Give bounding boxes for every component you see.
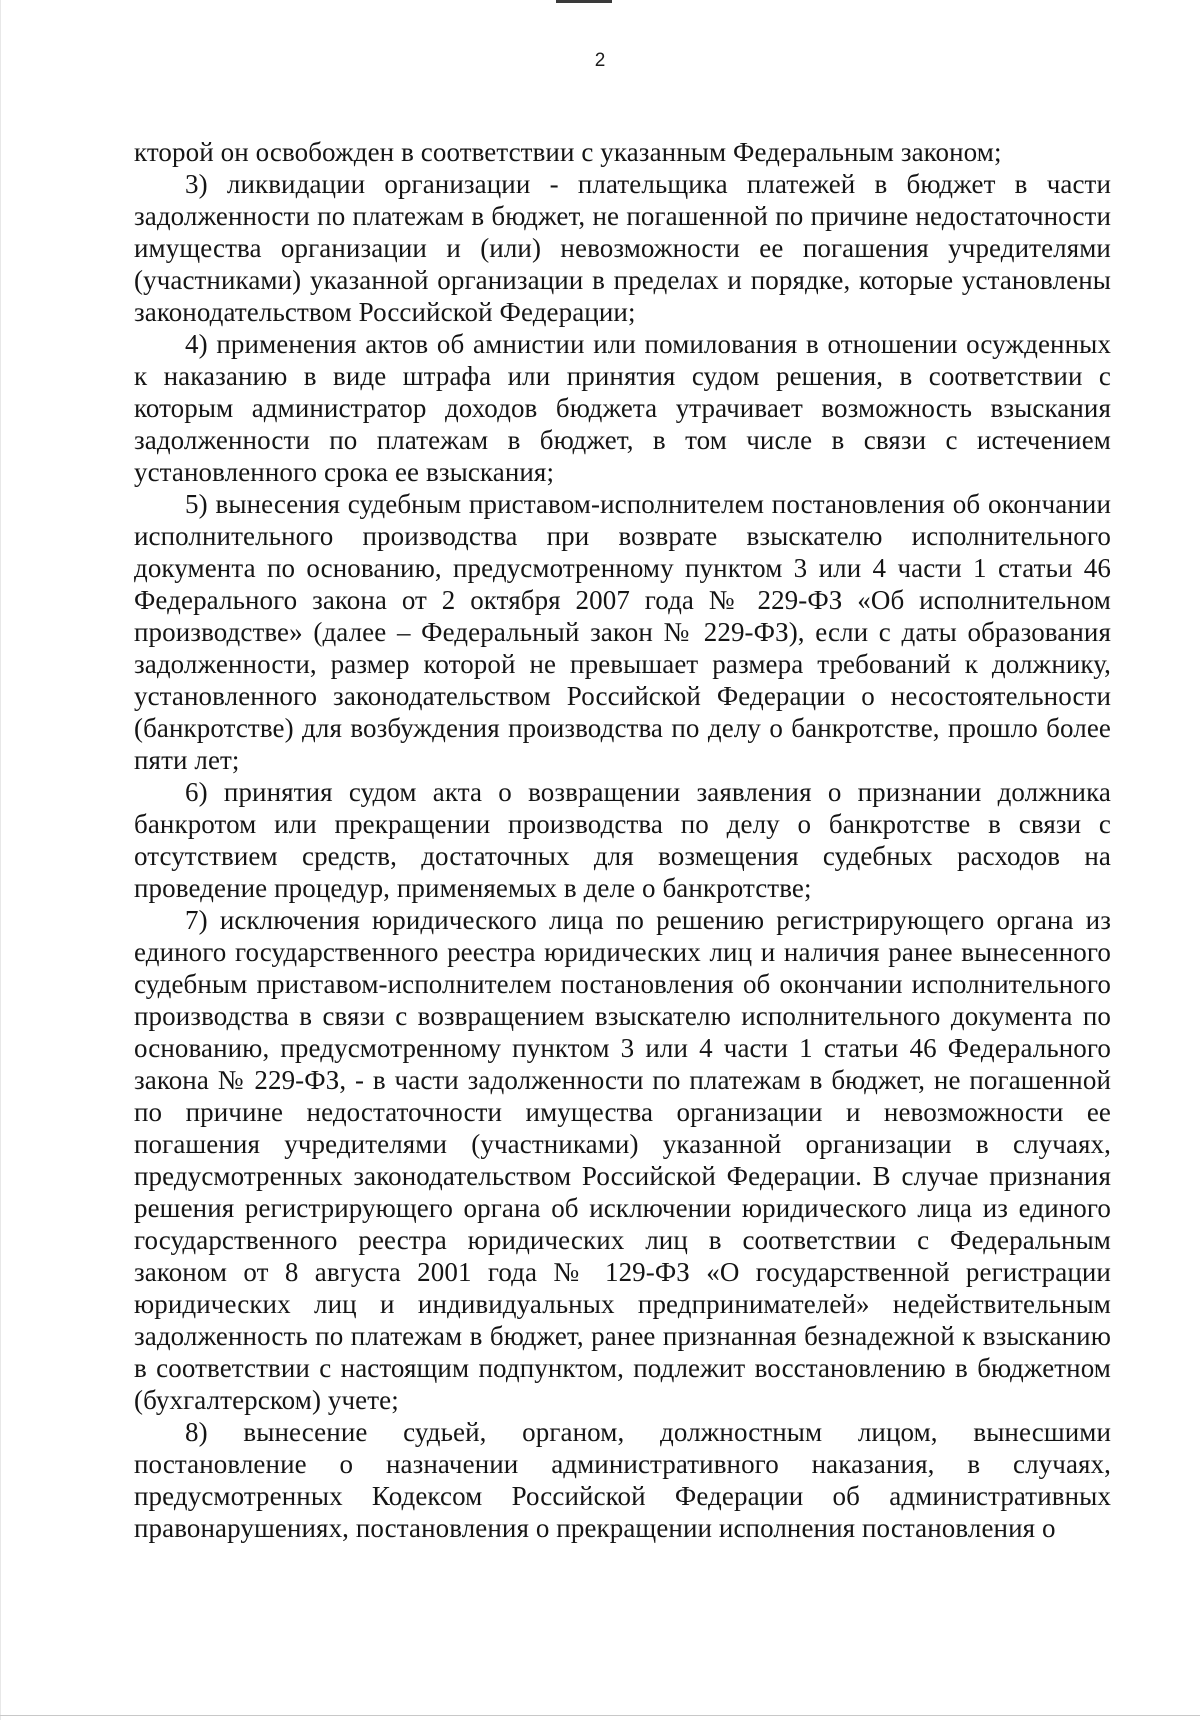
- scan-bottom-edge: [0, 1715, 1200, 1716]
- page-number: 2: [594, 50, 606, 71]
- paragraph-item-7: 7) исключения юридического лица по решению регистрирующего органа из единого государственного реестра юридических лиц и наличия ранее вынесенного судебным приставом-исполнителем постановления об окончании исполнительного производства в связи с возвращением взыскателю исполнительного документа по основанию, предусмотренному пунктом 3 или 4 части 1 статьи 46 Федерального закона № 229-ФЗ, - в части задолженности по платежам в бюджет, не погашенной по причине недостаточности имущества организации и невозможности ее погашения учредителями (участниками) указанной организации в случаях, предусмотренных законодательством Российской Федерации. В случае признания решения регистрирующего органа об исключении юридического лица из единого государственного реестра юридических лиц в соответствии с Федеральным законом от 8 августа 2001 года № 129-ФЗ «О государственной регистрации юридических лиц и индивидуальных предпринимателей» недействительным задолженность по платежам в бюджет, ранее признанная безнадежной к взысканию в соответствии с настоящим подпунктом, подлежит восстановлению в бюджетном (бухгалтерском) учете;: [134, 905, 1111, 1415]
- paragraph-item-4: 4) применения актов об амнистии или помилования в отношении осужденных к наказанию в виде штрафа или принятия судом решения, в соответствии с которым администратор доходов бюджета утрачивает возможность взыскания задолженности по платежам в бюджет, в том числе в связи с истечением установленного срока ее взыскания;: [134, 329, 1111, 487]
- paragraph-item-3: 3) ликвидации организации - плательщика платежей в бюджет в части задолженности по платежам в бюджет, не погашенной по причине недостаточности имущества организации и (или) невозможности ее погашения учредителями (участниками) указанной организации в пределах и порядке, которые установлены законодательством Российской Федерации;: [134, 169, 1111, 327]
- page-edge: [0, 0, 1, 1720]
- paragraph-continuation: кторой он освобожден в соответствии с указанным Федеральным законом;: [134, 137, 1002, 167]
- document-body: [134, 136, 1111, 1544]
- scan-top-mark: [556, 0, 612, 3]
- paragraph-item-5: 5) вынесения судебным приставом-исполнителем постановления об окончании исполнительного производства при возврате взыскателю исполнительного документа по основанию, предусмотренному пунктом 3 или 4 части 1 статьи 46 Федерального закона от 2 октября 2007 года № 229-ФЗ «Об исполнительном производстве» (далее – Федеральный закон № 229-ФЗ), если с даты образования задолженности, размер которой не превышает размера требований к должнику, установленного законодательством Российской Федерации о несостоятельности (банкротстве) для возбуждения производства по делу о банкротстве, прошло более пяти лет;: [134, 489, 1111, 775]
- paragraph-item-6: 6) принятия судом акта о возвращении заявления о признании должника банкротом или прекращении производства по делу о банкротстве в связи с отсутствием средств, достаточных для возмещения судебных расходов на проведение процедур, применяемых в деле о банкротстве;: [134, 777, 1111, 903]
- paragraph-item-8: 8) вынесение судьей, органом, должностным лицом, вынесшими постановление о назначении административного наказания, в случаях, предусмотренных Кодексом Российской Федерации об административных правонарушениях, постановления о прекращении исполнения постановления о: [134, 1417, 1111, 1543]
